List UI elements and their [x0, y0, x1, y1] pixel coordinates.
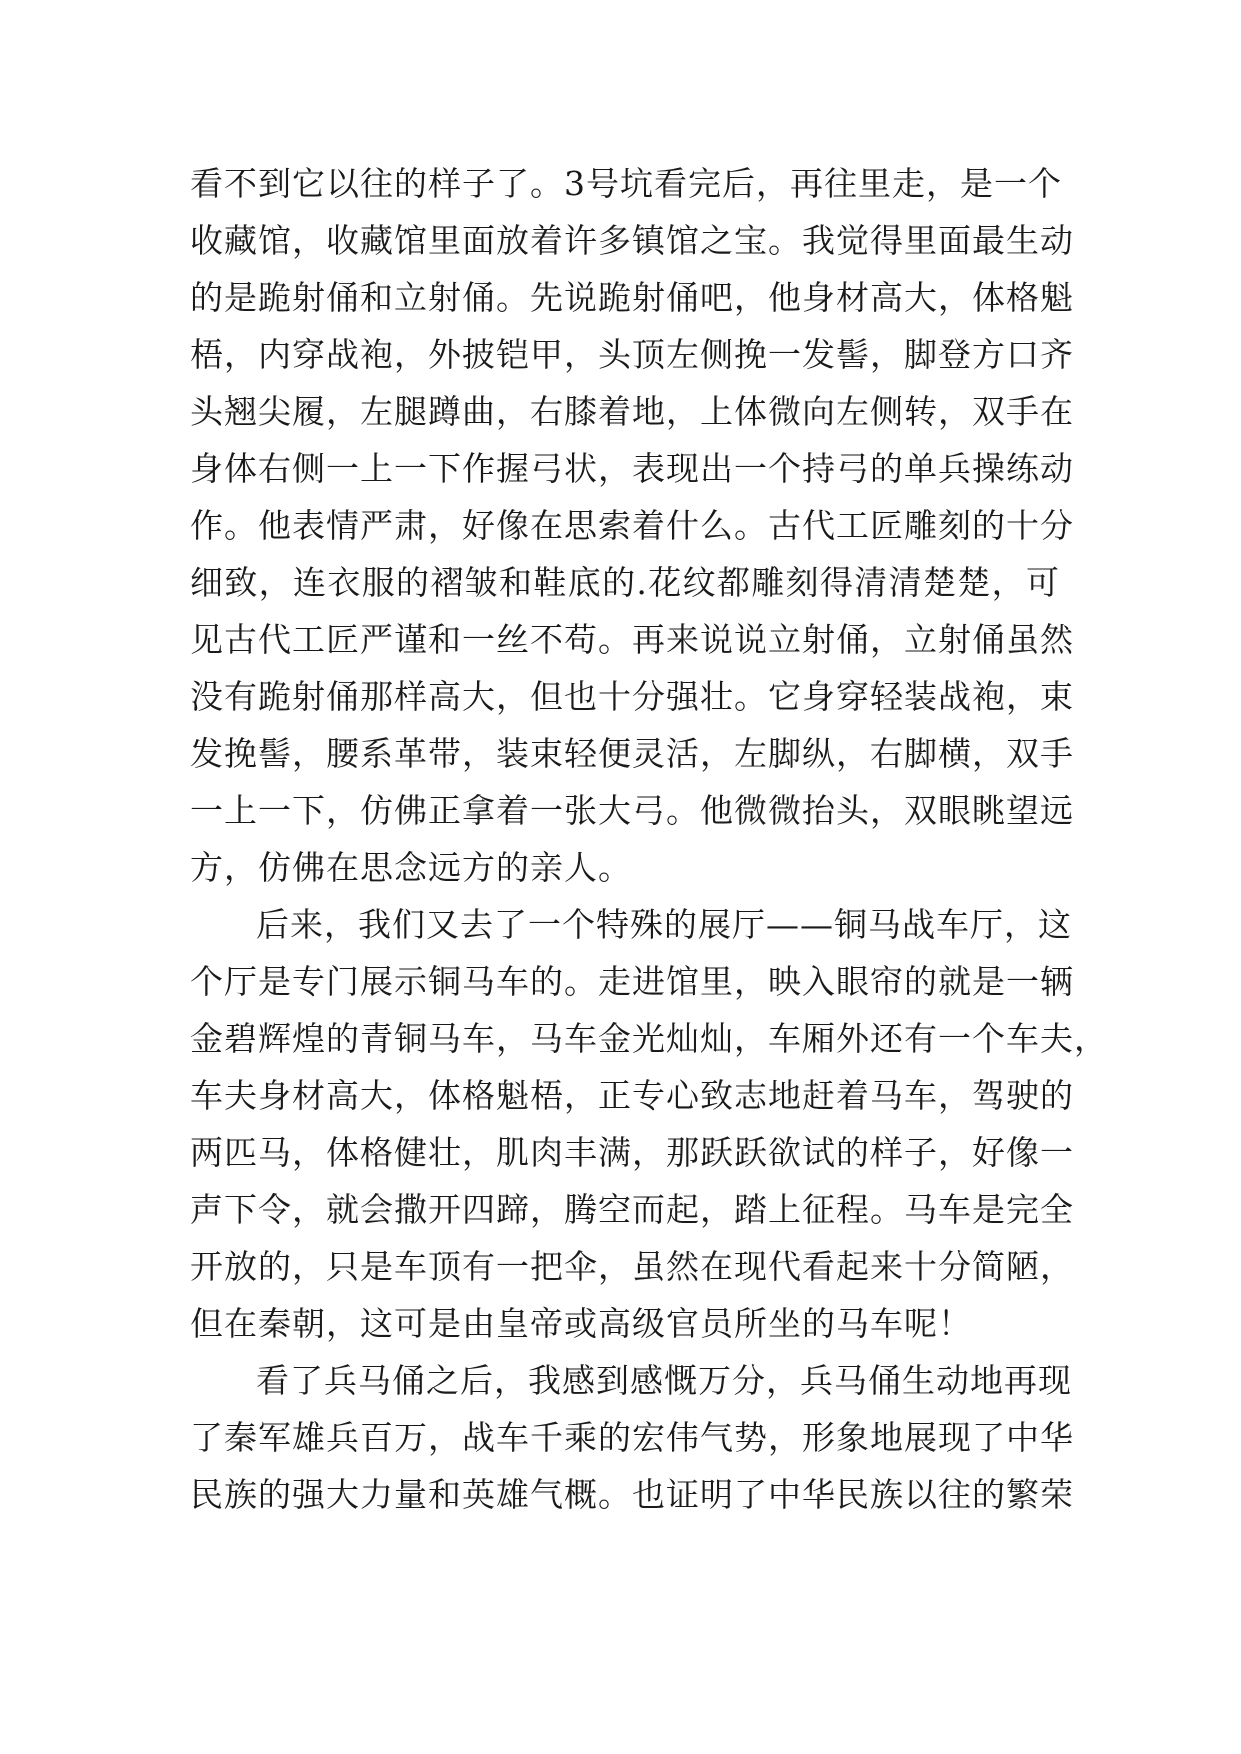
text-line: 身体右侧一上一下作握弓状，表现出一个持弓的单兵操练动 [190, 449, 1074, 488]
text-line: 了秦军雄兵百万，战车千乘的宏伟气势，形象地展现了中华 [190, 1418, 1074, 1457]
text-line: 但在秦朝，这可是由皇帝或高级官员所坐的马车呢！ [190, 1304, 972, 1343]
text-line: 车夫身材高大，体格魁梧，正专心致志地赶着马车，驾驶的 [190, 1076, 1074, 1115]
text-line: 没有跪射俑那样高大，但也十分强壮。它身穿轻装战袍，束 [190, 677, 1074, 716]
text-line: 作。他表情严肃，好像在思索着什么。古代工匠雕刻的十分 [190, 506, 1074, 545]
text-line: 细致，连衣服的褶皱和鞋底的.花纹都雕刻得清清楚楚，可 [190, 563, 1060, 602]
text-line: 方，仿佛在思念远方的亲人。 [190, 848, 632, 887]
text-line: 看了兵马俑之后，我感到感慨万分，兵马俑生动地再现 [256, 1361, 1072, 1400]
text-line: 的是跪射俑和立射俑。先说跪射俑吧，他身材高大，体格魁 [190, 278, 1074, 317]
text-line: 声下令，就会撒开四蹄，腾空而起，踏上征程。马车是完全 [190, 1190, 1074, 1229]
text-line: 头翘尖履，左腿蹲曲，右膝着地，上体微向左侧转，双手在 [190, 392, 1074, 431]
text-line: 开放的，只是车顶有一把伞，虽然在现代看起来十分简陋， [190, 1247, 1074, 1286]
text-line: 个厅是专门展示铜马车的。走进馆里，映入眼帘的就是一辆 [190, 962, 1074, 1001]
text-line: 一上一下，仿佛正拿着一张大弓。他微微抬头，双眼眺望远 [190, 791, 1074, 830]
document-body [190, 155, 1108, 1523]
text-line: 两匹马，体格健壮，肌肉丰满，那跃跃欲试的样子，好像一 [190, 1133, 1074, 1172]
text-line: 看不到它以往的样子了。3号坑看完后，再往里走，是一个 [190, 164, 1062, 203]
text-line: 收藏馆，收藏馆里面放着许多镇馆之宝。我觉得里面最生动 [190, 221, 1074, 260]
text-line: 民族的强大力量和英雄气概。也证明了中华民族以往的繁荣 [190, 1475, 1074, 1514]
text-line: 梧，内穿战袍，外披铠甲，头顶左侧挽一发髻，脚登方口齐 [190, 335, 1074, 374]
text-line: 见古代工匠严谨和一丝不苟。再来说说立射俑，立射俑虽然 [190, 620, 1074, 659]
text-line: 发挽髻，腰系革带，装束轻便灵活，左脚纵，右脚横，双手 [190, 734, 1074, 773]
text-line: 金碧辉煌的青铜马车，马车金光灿灿，车厢外还有一个车夫， [190, 1019, 1108, 1058]
text-line: 后来，我们又去了一个特殊的展厅——铜马战车厅，这 [256, 905, 1072, 944]
